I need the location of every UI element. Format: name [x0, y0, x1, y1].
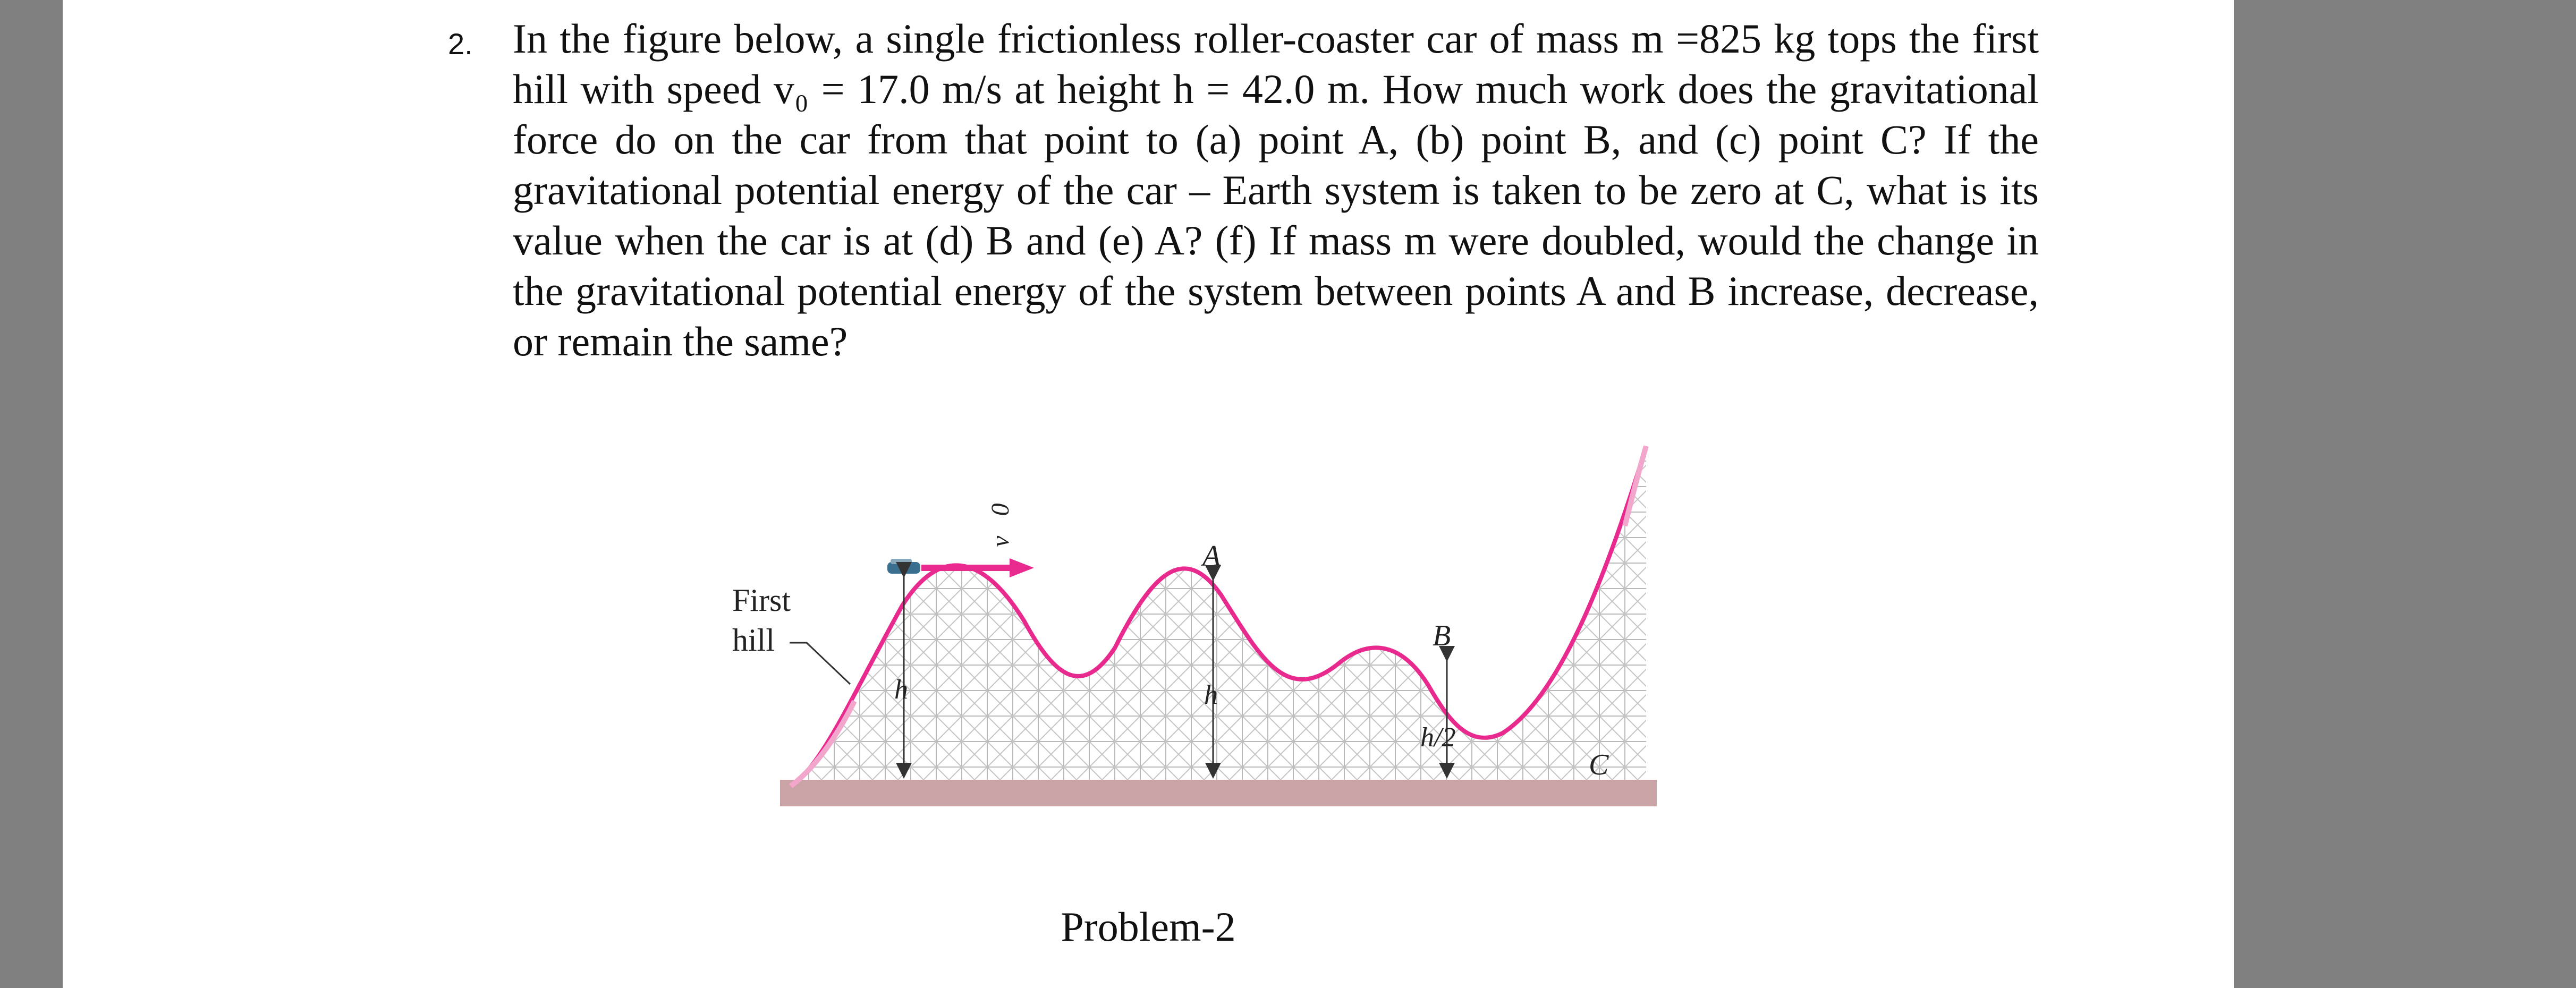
first-hill-label-line1: First — [732, 583, 791, 618]
figure-caption: Problem-2 — [1061, 904, 1236, 950]
first-hill-pointer-line — [790, 643, 850, 684]
point-c-label: C — [1589, 748, 1609, 781]
ground — [780, 780, 1657, 806]
first-hill-label-line2: hill — [732, 623, 775, 658]
document-page — [63, 0, 2234, 988]
problem-number: 2. — [448, 27, 473, 61]
point-b-label: B — [1433, 619, 1451, 652]
point-a-height-label: h — [1204, 680, 1218, 710]
roller-coaster-figure — [732, 436, 1795, 839]
velocity-label: v⃗0 — [986, 503, 1014, 547]
problem-statement: In the figure below, a single frictionless roller-coaster car of mass m =825 kg tops the first hill with speed v₀ = 17.0 m/s at height h = 42.0 m. How much work does the gravitational force do on the car from that point to (a) point A, (b) point B, and (c) point C? If the gravitational potential energy of the car – Earth system is taken to be zero at C, what is its value when the car is at (d) B and (e) A? (f) If mass m were doubled, would the change in the gravitational potential energy of the system between points A and B increase, decrease, or remain the same? — [513, 15, 2039, 364]
track-scaffolding — [791, 446, 1646, 786]
point-a-label: A — [1202, 540, 1221, 573]
velocity-vector-head — [1010, 558, 1034, 577]
point-b-height-label: h/2 — [1420, 722, 1456, 753]
roller-coaster-car-icon — [887, 559, 920, 574]
first-hill-height-label: h — [894, 675, 908, 705]
